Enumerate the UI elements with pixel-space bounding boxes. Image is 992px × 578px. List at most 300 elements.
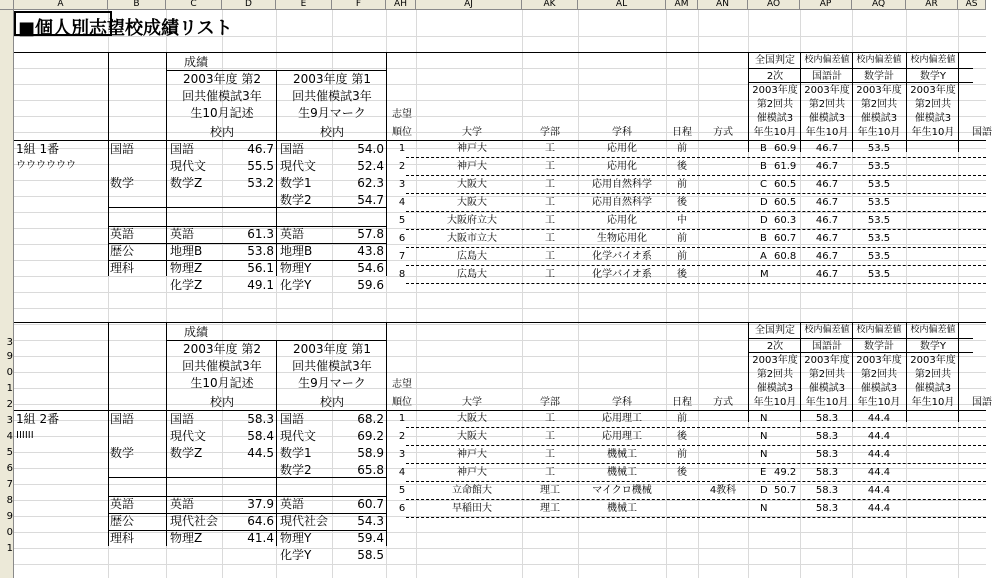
- column-header[interactable]: F: [332, 0, 386, 9]
- column-header[interactable]: E: [276, 0, 332, 9]
- exam2-subject: 英語: [280, 497, 305, 511]
- exam2-subject: 数学2: [280, 193, 312, 207]
- hensa-kokugo: 58.3: [815, 449, 839, 460]
- dashed-separator: [406, 157, 986, 158]
- column-header[interactable]: D: [222, 0, 276, 9]
- exam1-value: 64.6: [247, 514, 274, 528]
- choice-schedule: 後: [677, 161, 687, 172]
- choice-faculty: 工: [545, 179, 555, 190]
- choice-rank: 4: [398, 197, 406, 208]
- exam2-title: 生9月マーク: [298, 106, 366, 120]
- choice-department: 生物応用化: [597, 233, 647, 244]
- exam2-title: 回共催模試3年: [292, 89, 372, 103]
- exam1-subject: 化学Z: [170, 278, 203, 292]
- choice-faculty: 工: [545, 431, 555, 442]
- border-line: [108, 477, 386, 478]
- choice-schedule: 中: [677, 215, 687, 226]
- choice-university: 神戸大: [457, 143, 487, 154]
- choice-department: 化学バイオ系: [592, 251, 652, 262]
- gridline-h: [14, 292, 986, 293]
- exam1-title: 2003年度 第2: [183, 342, 261, 356]
- choice-rank: 1: [398, 413, 406, 424]
- hensa-kokugo: 46.7: [815, 161, 839, 172]
- niji-header: 2次: [766, 341, 784, 352]
- choice-schedule: 前: [677, 251, 687, 262]
- judge-grade: N: [760, 503, 768, 514]
- dashed-separator: [406, 481, 986, 482]
- subexam-header: 催模試3: [756, 113, 794, 124]
- exam2-value: 57.8: [357, 227, 384, 241]
- exam1-value: 53.8: [247, 244, 274, 258]
- subexam-header: 第2回共: [914, 369, 952, 380]
- judge-grade: E: [760, 467, 767, 478]
- exam2-value: 43.8: [357, 244, 384, 258]
- choice-faculty: 工: [545, 161, 555, 172]
- subject-area: 英語: [110, 227, 135, 241]
- row-header[interactable]: 0: [6, 527, 13, 538]
- choice-department: 応用自然科学: [592, 197, 652, 208]
- exam2-subject: 英語: [280, 227, 305, 241]
- exam1-subject: 物理Z: [170, 531, 203, 545]
- exam2-subject: 現代文: [280, 159, 317, 173]
- exam2-value: 54.6: [357, 261, 384, 275]
- border-line: [386, 52, 387, 276]
- subexam-header: 2003年度: [804, 85, 850, 96]
- subject-area: 国語: [110, 412, 135, 426]
- konai-label: 校内: [209, 395, 234, 409]
- border-line: [748, 338, 973, 339]
- hensa-kokugo: 46.7: [815, 179, 839, 190]
- subexam-header: 2003年度: [752, 355, 798, 366]
- choice-faculty: 工: [545, 143, 555, 154]
- subexam-header: 2003年度: [856, 85, 902, 96]
- gridline-v: [416, 10, 417, 578]
- column-header[interactable]: AL: [578, 0, 666, 9]
- hensa-kokugo: 58.3: [815, 413, 839, 424]
- exam2-value: 54.3: [357, 514, 384, 528]
- dashed-separator: [406, 265, 986, 266]
- subject-area: 歴公: [110, 514, 135, 528]
- sugakukei-header: 数学計: [864, 71, 894, 82]
- exam2-subject: 数学2: [280, 463, 312, 477]
- hensa-sugaku: 53.5: [867, 161, 891, 172]
- column-header[interactable]: AS: [958, 0, 986, 9]
- gridline-h: [14, 308, 986, 309]
- exam2-subject: 現代文: [280, 429, 317, 443]
- exam2-subject: 物理Y: [280, 531, 312, 545]
- subexam-header: 2003年度: [804, 355, 850, 366]
- dashed-separator: [406, 427, 986, 428]
- junni-label: 順位: [392, 397, 412, 408]
- hensa-header: 校内偏差値: [910, 55, 956, 65]
- border-line: [108, 260, 386, 261]
- column-header[interactable]: B: [108, 0, 166, 9]
- column-header[interactable]: AO: [748, 0, 800, 9]
- subject-area: 理科: [110, 261, 135, 275]
- exam2-value: 54.0: [357, 142, 384, 156]
- subexam-header: 第2回共: [808, 99, 846, 110]
- row-header[interactable]: 0: [6, 367, 13, 378]
- choice-university: 早稲田大: [452, 503, 492, 514]
- choice-university: 神戸大: [457, 449, 487, 460]
- choice-faculty: 工: [545, 449, 555, 460]
- exam2-value: 59.4: [357, 531, 384, 545]
- column-header[interactable]: A: [14, 0, 108, 9]
- choice-faculty: 工: [545, 413, 555, 424]
- dashed-separator: [406, 463, 986, 464]
- konai-label: 校内: [319, 395, 344, 409]
- judge-score: 60.9: [774, 143, 797, 154]
- choice-department: 機械工: [607, 467, 637, 478]
- border-line: [108, 513, 386, 514]
- exam2-title: 回共催模試3年: [292, 359, 372, 373]
- zenkoku-header: 全国判定: [755, 325, 795, 336]
- choice-faculty: 工: [545, 467, 555, 478]
- exam2-title: 2003年度 第1: [293, 342, 371, 356]
- exam2-value: 52.4: [357, 159, 384, 173]
- dashed-separator: [406, 175, 986, 176]
- subject-area: 英語: [110, 497, 135, 511]
- row-header[interactable]: 1: [6, 543, 13, 554]
- zenkoku-header: 全国判定: [755, 55, 795, 66]
- exam1-value: 53.2: [247, 176, 274, 190]
- choice-rank: 2: [398, 431, 406, 442]
- subexam-header: 催模試3: [756, 383, 794, 394]
- exam1-title: 生10月記述: [190, 376, 254, 390]
- exam2-subject: 化学Y: [280, 278, 312, 292]
- judge-grade: D: [760, 215, 768, 226]
- gridline-v: [666, 10, 667, 578]
- border-line: [166, 70, 386, 71]
- row-header[interactable]: 6: [6, 463, 13, 474]
- subexam-header: 年生10月: [911, 127, 955, 138]
- exam2-subject: 物理Y: [280, 261, 312, 275]
- judge-score: 60.5: [774, 179, 797, 190]
- subexam-header: 催模試3: [808, 383, 846, 394]
- exam1-subject: 数学Z: [170, 446, 203, 460]
- choice-department: 化学バイオ系: [592, 269, 652, 280]
- column-header[interactable]: AK: [522, 0, 578, 9]
- junni-label: 順位: [392, 127, 412, 138]
- choice-rank: 3: [398, 449, 406, 460]
- exam2-value: 62.3: [357, 176, 384, 190]
- nittei-header: 日程: [672, 127, 692, 138]
- hensa-header: 校内偏差値: [804, 55, 850, 65]
- judge-grade: N: [760, 413, 768, 424]
- row-header[interactable]: 3: [6, 337, 13, 348]
- column-header[interactable]: AH: [386, 0, 416, 9]
- subexam-header: 年生10月: [753, 397, 797, 408]
- border-line: [276, 340, 277, 546]
- choice-faculty: 工: [545, 269, 555, 280]
- dashed-separator: [406, 229, 986, 230]
- border-line: [108, 243, 386, 244]
- subject-area: 数学: [110, 446, 135, 460]
- exam1-value: 58.3: [247, 412, 274, 426]
- choice-rank: 4: [398, 467, 406, 478]
- nittei-header: 日程: [672, 397, 692, 408]
- hensa-header: 校内偏差値: [856, 325, 902, 335]
- exam1-subject: 現代文: [170, 159, 207, 173]
- row-header[interactable]: 9: [6, 351, 13, 362]
- column-header-bar: [0, 0, 986, 10]
- choice-schedule: 前: [677, 413, 687, 424]
- exam2-subject: 現代社会: [280, 514, 329, 528]
- hensa-kokugo: 46.7: [815, 233, 839, 244]
- exam2-value: 54.7: [357, 193, 384, 207]
- choice-department: 応用化: [607, 143, 637, 154]
- choice-rank: 6: [398, 503, 406, 514]
- choice-university: 広島大: [457, 269, 487, 280]
- exam2-value: 69.2: [357, 429, 384, 443]
- border-line: [108, 530, 386, 531]
- hensa-sugaku: 53.5: [867, 143, 891, 154]
- border-line: [108, 226, 386, 227]
- exam1-subject: 物理Z: [170, 261, 203, 275]
- border-line: [14, 52, 986, 53]
- row-header[interactable]: 9: [6, 511, 13, 522]
- subexam-header: 第2回共: [914, 99, 952, 110]
- subexam-header: 催模試3: [914, 113, 952, 124]
- subexam-header: 2003年度: [910, 355, 956, 366]
- hensa-sugaku: 53.5: [867, 179, 891, 190]
- selected-cell[interactable]: [14, 11, 112, 36]
- subexam-header: 2003年度: [752, 85, 798, 96]
- student-name: 1組 1番: [16, 142, 60, 156]
- judge-score: 60.5: [774, 197, 797, 208]
- dashed-separator: [406, 445, 986, 446]
- border-line: [14, 322, 986, 323]
- border-line: [166, 340, 386, 341]
- subexam-header: 年生10月: [805, 397, 849, 408]
- student-kana: IIIIII: [16, 430, 34, 441]
- exam1-value: 41.4: [247, 531, 274, 545]
- exam2-subject: 国語: [280, 412, 305, 426]
- choice-schedule: 前: [677, 449, 687, 460]
- hensa-sugaku: 53.5: [867, 251, 891, 262]
- choice-schedule: 前: [677, 233, 687, 244]
- row-header[interactable]: 1: [6, 383, 13, 394]
- judge-grade: B: [760, 161, 767, 172]
- choice-faculty: 工: [545, 233, 555, 244]
- student-name: 1組 2番: [16, 412, 60, 426]
- choice-department: 応用化: [607, 161, 637, 172]
- hensa-sugaku: 44.4: [867, 413, 891, 424]
- choice-university: 大阪大: [457, 179, 487, 190]
- exam1-title: 回共催模試3年: [182, 359, 262, 373]
- hensa-sugaku: 44.4: [867, 467, 891, 478]
- choice-department: 機械工: [607, 449, 637, 460]
- exam2-value: 65.8: [357, 463, 384, 477]
- exam2-value: 58.9: [357, 446, 384, 460]
- spreadsheet-grid[interactable]: [14, 10, 992, 578]
- kokugo-cut-header: 国語: [972, 127, 992, 138]
- gakka-header: 学科: [612, 397, 632, 408]
- select-all-corner[interactable]: [0, 0, 14, 9]
- column-header[interactable]: AQ: [852, 0, 906, 9]
- seiseki-label: 成績: [184, 325, 209, 339]
- hensa-kokugo: 58.3: [815, 467, 839, 478]
- hensa-sugaku: 53.5: [867, 233, 891, 244]
- exam2-subject: 国語: [280, 142, 305, 156]
- exam2-title: 2003年度 第1: [293, 72, 371, 86]
- judge-score: 61.9: [774, 161, 797, 172]
- hoshiki-header: 方式: [713, 127, 733, 138]
- subexam-header: 年生10月: [857, 127, 901, 138]
- exam2-subject: 地理B: [280, 244, 313, 258]
- exam2-subject: 数学1: [280, 176, 312, 190]
- choice-faculty: 工: [545, 215, 555, 226]
- hensa-sugaku: 53.5: [867, 197, 891, 208]
- niji-header: 2次: [766, 71, 784, 82]
- choice-schedule: 後: [677, 431, 687, 442]
- judge-grade: C: [760, 179, 767, 190]
- column-header[interactable]: AR: [906, 0, 958, 9]
- judge-score: 60.8: [774, 251, 797, 262]
- hensa-sugaku: 44.4: [867, 431, 891, 442]
- column-header[interactable]: AN: [698, 0, 748, 9]
- column-header[interactable]: C: [166, 0, 222, 9]
- choice-department: 機械工: [607, 503, 637, 514]
- choice-rank: 3: [398, 179, 406, 190]
- daigaku-header: 大学: [462, 127, 482, 138]
- subject-area: 歴公: [110, 244, 135, 258]
- column-header[interactable]: AP: [800, 0, 852, 9]
- choice-rank: 5: [398, 485, 406, 496]
- border-line: [108, 207, 386, 208]
- row-header[interactable]: 7: [6, 479, 13, 490]
- hensa-kokugo: 58.3: [815, 485, 839, 496]
- sugakuY-header: 数学Y: [919, 71, 947, 82]
- sheet-title: ■個人別志望校成績リスト: [18, 18, 233, 39]
- hensa-kokugo: 46.7: [815, 215, 839, 226]
- judge-grade: B: [760, 233, 767, 244]
- choice-department: 応用理工: [602, 413, 642, 424]
- exam2-value: 59.6: [357, 278, 384, 292]
- exam1-value: 58.4: [247, 429, 274, 443]
- judge-grade: A: [760, 251, 767, 262]
- dashed-separator: [406, 499, 986, 500]
- konai-label: 校内: [319, 125, 344, 139]
- hensa-kokugo: 46.7: [815, 197, 839, 208]
- column-header[interactable]: AJ: [416, 0, 522, 9]
- subject-area: 国語: [110, 142, 135, 156]
- exam1-subject: 国語: [170, 142, 195, 156]
- subexam-header: 催模試3: [860, 113, 898, 124]
- judge-grade: D: [760, 485, 768, 496]
- exam2-title: 生9月マーク: [298, 376, 366, 390]
- choice-method: 4教科: [709, 485, 737, 496]
- subexam-header: 催模試3: [808, 113, 846, 124]
- choice-department: 応用自然科学: [592, 179, 652, 190]
- exam1-value: 61.3: [247, 227, 274, 241]
- choice-faculty: 工: [545, 197, 555, 208]
- kokugokei-header: 国語計: [812, 341, 842, 352]
- choice-faculty: 理工: [540, 503, 560, 514]
- dashed-separator: [406, 247, 986, 248]
- subexam-header: 第2回共: [860, 369, 898, 380]
- exam1-title: 回共催模試3年: [182, 89, 262, 103]
- shibo-label: 志望: [392, 379, 412, 390]
- judge-grade: M: [760, 269, 769, 280]
- choice-schedule: 前: [677, 143, 687, 154]
- row-header[interactable]: 5: [6, 447, 13, 458]
- choice-university: 広島大: [457, 251, 487, 262]
- choice-university: 大阪大: [457, 197, 487, 208]
- choice-faculty: 理工: [540, 485, 560, 496]
- exam1-title: 生10月記述: [190, 106, 254, 120]
- exam1-value: 44.5: [247, 446, 274, 460]
- gridline-h: [14, 564, 986, 565]
- sugakukei-header: 数学計: [864, 341, 894, 352]
- exam1-subject: 英語: [170, 497, 195, 511]
- judge-grade: D: [760, 197, 768, 208]
- judge-score: 60.3: [774, 215, 797, 226]
- sugakuY-header: 数学Y: [919, 341, 947, 352]
- student-kana: ウウウウウウ: [16, 160, 76, 171]
- row-header[interactable]: 4: [6, 431, 13, 442]
- shibo-label: 志望: [392, 109, 412, 120]
- exam2-value: 68.2: [357, 412, 384, 426]
- subexam-header: 年生10月: [753, 127, 797, 138]
- daigaku-header: 大学: [462, 397, 482, 408]
- dashed-separator: [406, 193, 986, 194]
- hensa-kokugo: 58.3: [815, 431, 839, 442]
- row-header[interactable]: 3: [6, 415, 13, 426]
- border-line: [748, 68, 973, 69]
- choice-department: マイクロ機械: [592, 485, 652, 496]
- hensa-kokugo: 46.7: [815, 251, 839, 262]
- choice-department: 応用理工: [602, 431, 642, 442]
- dashed-separator: [406, 283, 986, 284]
- seiseki-label: 成績: [184, 55, 209, 69]
- choice-university: 神戸大: [457, 467, 487, 478]
- judge-grade: N: [760, 449, 768, 460]
- subexam-header: 第2回共: [860, 99, 898, 110]
- judge-score: 49.2: [774, 467, 797, 478]
- choice-rank: 8: [398, 269, 406, 280]
- kokugo-cut-header: 国語: [972, 397, 992, 408]
- row-header[interactable]: 8: [6, 495, 13, 506]
- row-header[interactable]: 2: [6, 399, 13, 410]
- subexam-header: 年生10月: [911, 397, 955, 408]
- hensa-sugaku: 44.4: [867, 449, 891, 460]
- row-header-bar: [0, 10, 14, 578]
- exam1-subject: 地理B: [170, 244, 203, 258]
- gakubu-header: 学部: [540, 397, 560, 408]
- exam2-value: 60.7: [357, 497, 384, 511]
- exam1-value: 37.9: [247, 497, 274, 511]
- gakubu-header: 学部: [540, 127, 560, 138]
- subexam-header: 催模試3: [914, 383, 952, 394]
- column-header[interactable]: AM: [666, 0, 698, 9]
- choice-rank: 7: [398, 251, 406, 262]
- exam1-subject: 現代文: [170, 429, 207, 443]
- subject-area: 理科: [110, 531, 135, 545]
- hensa-sugaku: 44.4: [867, 503, 891, 514]
- choice-university: 神戸大: [457, 161, 487, 172]
- border-line: [276, 70, 277, 276]
- hensa-header: 校内偏差値: [804, 325, 850, 335]
- gridline-h: [14, 532, 986, 533]
- choice-schedule: 後: [677, 269, 687, 280]
- choice-university: 大阪市立大: [447, 233, 497, 244]
- kokugokei-header: 国語計: [812, 71, 842, 82]
- judge-score: 60.7: [774, 233, 797, 244]
- subexam-header: 年生10月: [805, 127, 849, 138]
- hensa-kokugo: 46.7: [815, 269, 839, 280]
- hensa-kokugo: 46.7: [815, 143, 839, 154]
